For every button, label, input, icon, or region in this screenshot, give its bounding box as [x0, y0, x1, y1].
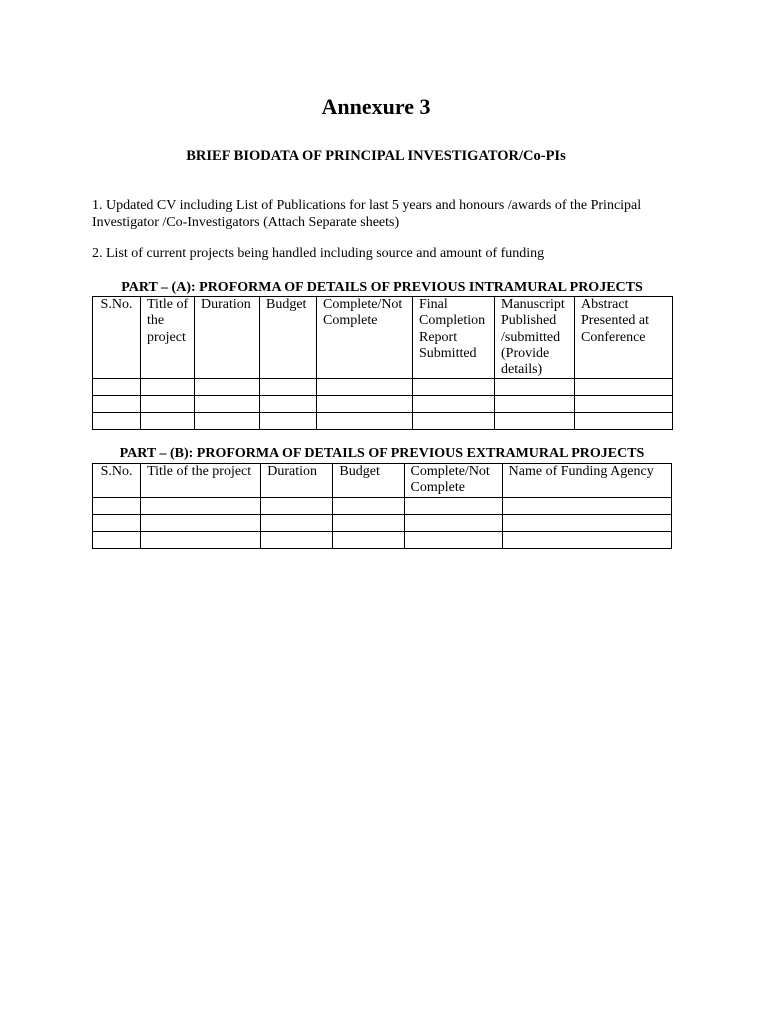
- table-cell: [93, 497, 141, 514]
- table-row: [93, 396, 673, 413]
- table-row: [93, 379, 673, 396]
- intramural-table-body: [93, 379, 673, 430]
- table-cell: [260, 379, 317, 396]
- instruction-item-2: 2. List of current projects being handled including source and amount of funding: [92, 246, 545, 261]
- table-cell: [195, 413, 260, 430]
- table-cell: [261, 514, 333, 531]
- table-cell: [404, 514, 502, 531]
- table-row: [93, 413, 673, 430]
- table-cell: [195, 379, 260, 396]
- table-cell: [141, 514, 261, 531]
- table-cell: [575, 413, 673, 430]
- table-cell: [575, 396, 673, 413]
- table-cell: [317, 396, 413, 413]
- column-header: Budget: [260, 297, 317, 379]
- table-row: [93, 497, 672, 514]
- column-header: Complete/Not Complete: [404, 464, 502, 498]
- table-cell: [333, 514, 404, 531]
- column-header: Complete/Not Complete: [317, 297, 413, 379]
- table-header-row: [93, 464, 672, 498]
- table-cell: [502, 531, 671, 548]
- table-cell: [413, 379, 495, 396]
- intramural-projects-table: [92, 296, 673, 430]
- table-cell: [317, 413, 413, 430]
- table-cell: [141, 413, 195, 430]
- column-header: Duration: [261, 464, 333, 498]
- table-cell: [141, 396, 195, 413]
- part-a-heading: PART – (A): PROFORMA OF DETAILS OF PREVIOUS INTRAMURAL PROJECTS: [121, 280, 643, 295]
- column-header: Abstract Presented at Conference: [575, 297, 673, 379]
- part-b-heading: PART – (B): PROFORMA OF DETAILS OF PREVIOUS EXTRAMURAL PROJECTS: [119, 446, 645, 461]
- table-cell: [261, 497, 333, 514]
- column-header: Budget: [333, 464, 404, 498]
- column-header: Name of Funding Agency: [502, 464, 671, 498]
- column-header: Final Completion Report Submitted: [413, 297, 495, 379]
- table-cell: [333, 531, 404, 548]
- table-cell: [260, 396, 317, 413]
- table-cell: [495, 396, 575, 413]
- table-cell: [93, 514, 141, 531]
- column-header: Title of the project: [141, 464, 261, 498]
- table-row: [93, 531, 672, 548]
- table-cell: [141, 497, 261, 514]
- table-cell: [141, 531, 261, 548]
- instruction-item-1: 1. Updated CV including List of Publications for last 5 years and honours /awards of the Principal Investigator /Co-Investigators (Attach Separate sheets): [92, 198, 642, 230]
- table-cell: [495, 379, 575, 396]
- table-cell: [575, 379, 673, 396]
- column-header: Title of the project: [141, 297, 195, 379]
- table-cell: [413, 413, 495, 430]
- column-header: Manuscript Published /submitted (Provide details): [495, 297, 575, 379]
- table-cell: [404, 531, 502, 548]
- extramural-projects-table: [92, 463, 672, 549]
- table-cell: [502, 497, 671, 514]
- page-title: Annexure 3: [321, 94, 431, 119]
- table-cell: [404, 497, 502, 514]
- column-header: Duration: [195, 297, 260, 379]
- table-cell: [502, 514, 671, 531]
- table-cell: [195, 396, 260, 413]
- table-cell: [495, 413, 575, 430]
- table-cell: [333, 497, 404, 514]
- table-cell: [413, 396, 495, 413]
- table-cell: [260, 413, 317, 430]
- extramural-table-body: [93, 497, 672, 548]
- table-cell: [93, 379, 141, 396]
- table-cell: [141, 379, 195, 396]
- column-header: S.No.: [93, 464, 141, 498]
- table-cell: [261, 531, 333, 548]
- column-header: S.No.: [93, 297, 141, 379]
- table-cell: [93, 531, 141, 548]
- table-cell: [93, 413, 141, 430]
- page-subtitle: BRIEF BIODATA OF PRINCIPAL INVESTIGATOR/Co-PIs: [186, 148, 566, 164]
- table-header-row: [93, 297, 673, 379]
- table-cell: [317, 379, 413, 396]
- table-cell: [93, 396, 141, 413]
- table-row: [93, 514, 672, 531]
